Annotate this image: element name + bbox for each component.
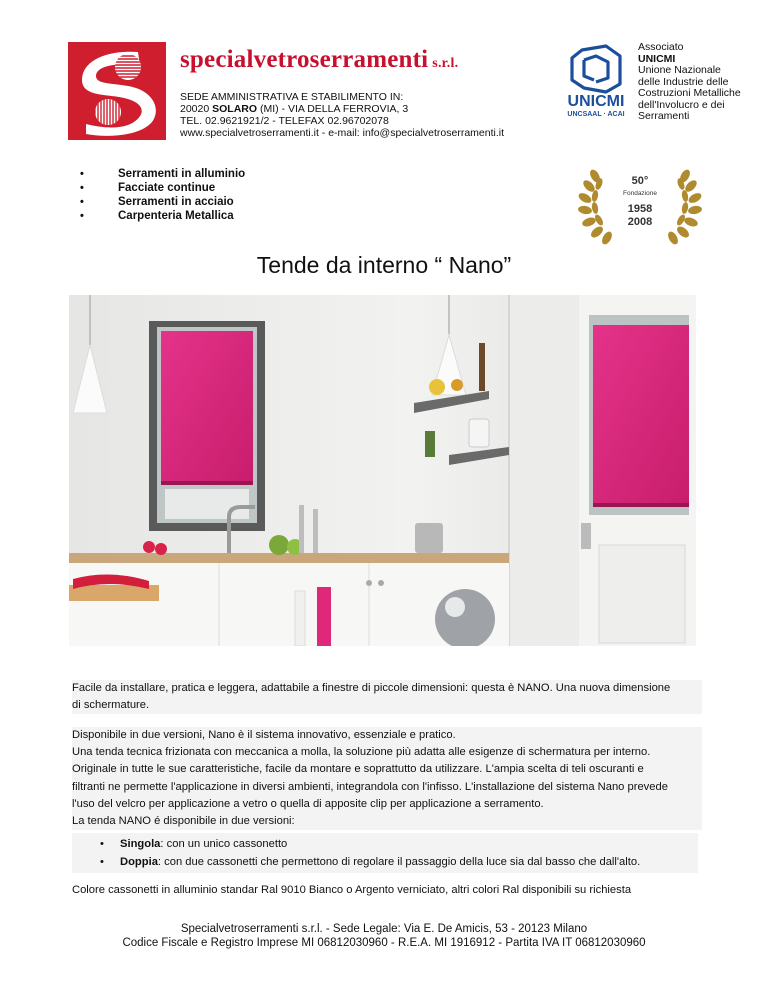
company-suffix: s.r.l. [432, 56, 459, 71]
version-desc: : con due cassonetti che permettono di regolare il passaggio della luce sia dal basso che dall'alto. [157, 856, 641, 868]
description-line-1: Disponibile in due versioni, Nano è il sistema innovativo, essenziale e pratico. [72, 729, 456, 741]
logo-s-icon [68, 42, 166, 140]
address-street: (MI) - VIA DELLA FERROVIA, 3 [257, 103, 409, 115]
description-line-4: filtranti ne permette l'applicazione in diversi ambienti, integrandola con l'infisso. L'installazione del sistema Nano prevede [72, 780, 668, 793]
association-line-7: Serramenti [638, 110, 690, 122]
list-item: • Singola: con un unico cassonetto [100, 838, 288, 850]
anniversary-year-end: 2008 [627, 216, 653, 228]
services-list [80, 167, 245, 223]
unicmi-logo [562, 42, 630, 118]
address-zip: 20020 [180, 103, 213, 115]
company-logo [68, 42, 166, 140]
list-item: • Facciate continue [80, 182, 216, 194]
version-desc: : con un unico cassonetto [160, 838, 288, 850]
list-item: • Doppia: con due cassonetti che permettono di regolare il passaggio della luce sia dal basso che dall'alto. [100, 856, 641, 868]
intro-paragraph [72, 680, 702, 714]
kitchen-scene-image [69, 295, 696, 646]
list-item: • Serramenti in alluminio [80, 168, 246, 180]
intro-line-2: di schermature. [72, 699, 150, 712]
page-title: Tende da interno “ Nano” [256, 252, 512, 278]
footer [0, 922, 768, 950]
description-line-5: l'uso del velcro per applicazione a vetro o quella di apposite clip per applicazione a serramento. [72, 797, 544, 810]
footer-line-2: Codice Fiscale e Registro Imprese MI 06812030960 - R.E.A. MI 1916912 - Partita IVA IT 06812030960 [122, 937, 646, 949]
version-name: Singola [120, 838, 161, 850]
anniversary-label: 50° [631, 175, 649, 187]
footer-line-1: Specialvetroserramenti s.r.l. - Sede Legale: Via E. De Amicis, 53 - 20123 Milano [180, 923, 588, 935]
intro-line-1: Facile da installare, pratica e leggera, adattabile a finestre di piccole dimensioni: questa è NANO. Una nuova dimensione [72, 682, 671, 694]
laurel-wreath-icon [565, 162, 715, 247]
service-label: Carpenteria Metallica [118, 210, 234, 222]
list-item: • Serramenti in acciaio [80, 196, 234, 208]
association-line-3: Unione Nazionale [638, 64, 721, 76]
description-line-2: Una tenda tecnica frizionata con meccanica a molla, la soluzione più adatta alle esigenze di schermatura per interno. [72, 746, 651, 759]
color-note: Colore cassonetti in alluminio standar Ral 9010 Bianco o Argento verniciato, altri colori Ral disponibili su richiesta [72, 884, 632, 896]
unicmi-building-icon [562, 42, 630, 118]
anniversary-sub: Fondazione [623, 190, 657, 197]
association-line-4: delle Industrie delle [638, 75, 729, 88]
association-line-1: Associato [638, 41, 684, 53]
description-line-3: Originale in tutte le sue caratteristiche, facile da montare e soprattutto da utilizzare. L'ampia scelta di teli oscuranti e [72, 763, 644, 776]
unicmi-logo-subtext: UNCSAAL · ACAI [567, 111, 625, 118]
unicmi-logo-text: UNICMI [567, 93, 625, 110]
service-label: Facciate continue [118, 182, 216, 194]
anniversary-badge [565, 162, 715, 247]
company-address [180, 91, 504, 139]
address-line-4: www.specialvetroserramenti.it - e-mail: info@specialvetroserramenti.it [180, 127, 505, 139]
address-line-1: SEDE AMMINISTRATIVA E STABILIMENTO IN: [180, 91, 404, 103]
address-line-3: TEL. 02.9621921/2 - TELEFAX 02.96702078 [180, 115, 389, 127]
anniversary-year-start: 1958 [627, 203, 653, 215]
kitchen-photo [69, 295, 696, 646]
service-label: Serramenti in alluminio [118, 168, 246, 180]
list-item: • Carpenteria Metallica [80, 210, 234, 222]
association-name: UNICMI [638, 52, 676, 65]
description-paragraph [72, 727, 702, 830]
address-line-2 [180, 103, 504, 115]
address-city: SOLARO [212, 103, 258, 115]
association-line-5: Costruzioni Metalliche [638, 87, 741, 99]
service-label: Serramenti in acciaio [118, 196, 234, 208]
association-line-6: dell'Involucro e dei [638, 98, 725, 111]
association-info [638, 42, 741, 123]
company-name [180, 46, 458, 74]
company-name-text: specialvetroserramenti [180, 46, 429, 73]
versions-list [100, 835, 640, 871]
description-line-6: La tenda NANO é disponibile in due versioni: [72, 815, 295, 828]
version-name: Doppia [120, 856, 158, 868]
